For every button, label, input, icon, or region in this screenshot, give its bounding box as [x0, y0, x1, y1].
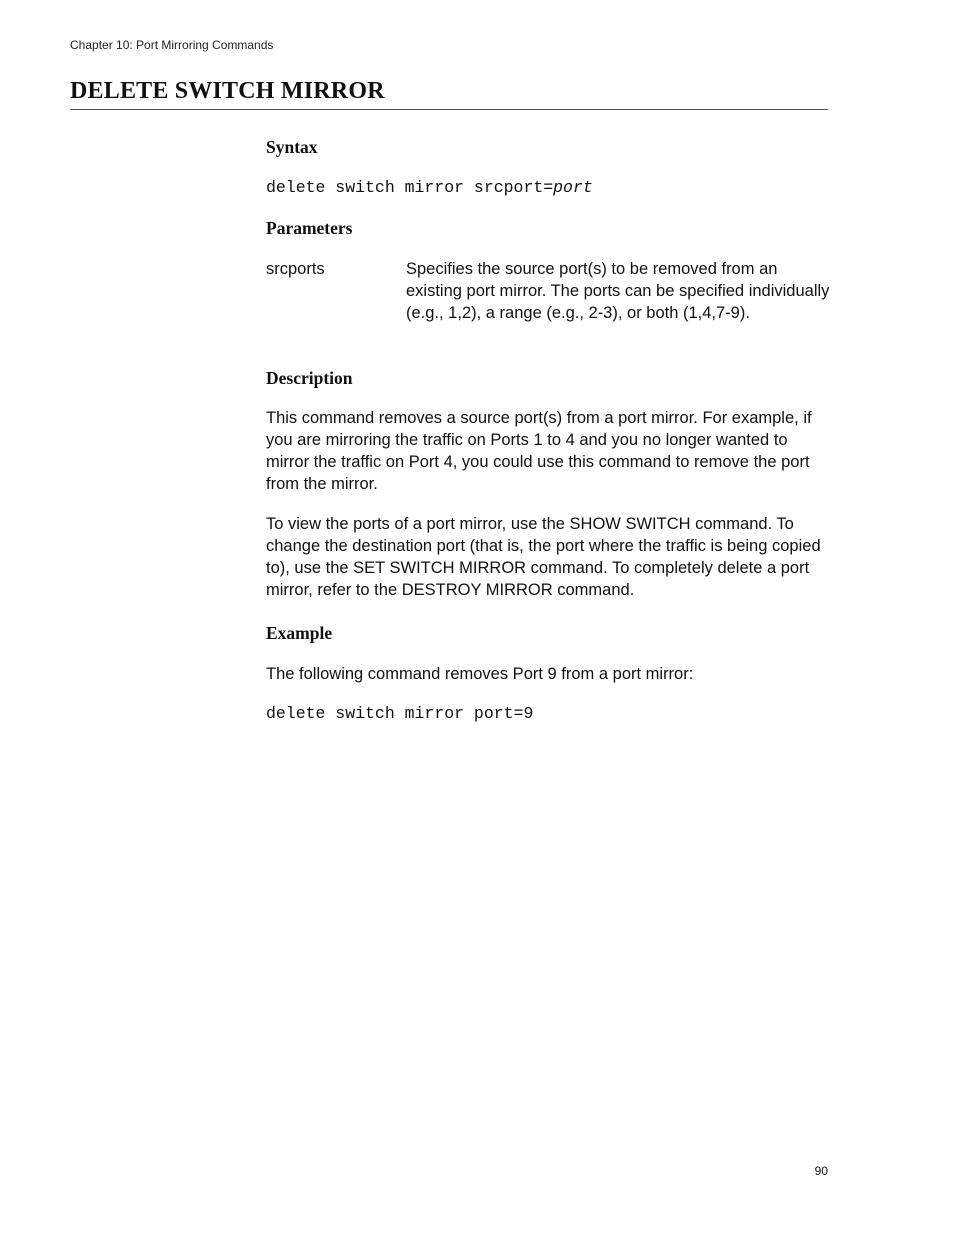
- description-paragraph: This command removes a source port(s) from a port mirror. For example, if you are mirroring the traffic on Ports 1 to 4 and you no longer wanted to mirror the traffic on Port 4, you could use this command to remove the port from the mirror.: [266, 409, 812, 493]
- parameter-description: Specifies the source port(s) to be removed from an existing port mirror. The ports can be specified individually (e.g., 1,2), a range (e.g., 2-3), or both (1,4,7-9).: [406, 260, 830, 322]
- page-title: DELETE SWITCH MIRROR: [70, 78, 828, 110]
- syntax-command-prefix: delete switch mirror srcport=: [266, 178, 554, 197]
- syntax-command: [266, 178, 593, 197]
- page-number: 90: [814, 1164, 828, 1178]
- syntax-heading: Syntax: [266, 137, 318, 157]
- description-paragraph: To view the ports of a port mirror, use the SHOW SWITCH command. To change the destination port (that is, the port where the traffic is being copied to), use the SET SWITCH MIRROR command. To completely delete a port mirror, refer to the DESTROY MIRROR command.: [266, 515, 821, 599]
- example-command: delete switch mirror port=9: [266, 704, 534, 723]
- parameters-heading: Parameters: [266, 218, 353, 238]
- parameter-name: srcports: [266, 260, 325, 278]
- example-heading: Example: [266, 623, 333, 643]
- running-header: Chapter 10: Port Mirroring Commands: [70, 38, 274, 52]
- example-text: The following command removes Port 9 from a port mirror:: [266, 665, 694, 683]
- syntax-command-param: port: [553, 178, 593, 197]
- description-heading: Description: [266, 368, 353, 388]
